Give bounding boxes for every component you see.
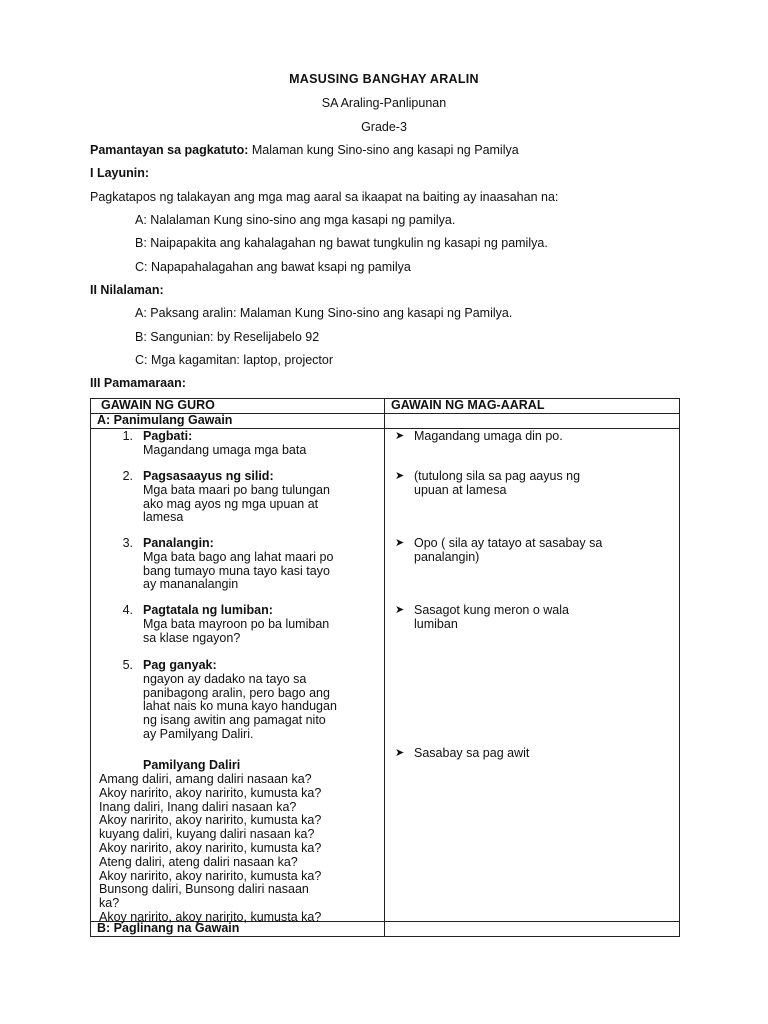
step-line: Mga bata mayroon po ba lumiban bbox=[143, 616, 330, 631]
step-line: Mga bata maari po bang tulungan bbox=[143, 482, 330, 497]
song-line: Akoy naririto, akoy naririto, kumusta ka? bbox=[99, 909, 322, 924]
step-number: 3. bbox=[122, 536, 133, 550]
teacher-activities bbox=[91, 429, 385, 922]
response-text bbox=[414, 470, 669, 498]
song-line: Amang daliri, amang daliri nasaan ka? bbox=[99, 772, 312, 786]
step-number: 1. bbox=[122, 429, 133, 443]
step-body bbox=[143, 604, 375, 645]
step-title: Pagtatala ng lumiban: bbox=[143, 603, 273, 617]
song-line: Ateng daliri, ateng daliri nasaan ka? bbox=[99, 854, 298, 869]
step-line: ay Pamilyang Daliri. bbox=[143, 726, 254, 741]
section-row bbox=[91, 414, 680, 429]
song-line: Akoy naririto, akoy naririto, kumusta ka? bbox=[99, 813, 322, 828]
objective-item: B: Naipapakita ang kahalagahan ng bawat tungkulin ng kasapi ng pamilya. bbox=[135, 236, 548, 250]
student-activities bbox=[385, 429, 680, 922]
document-title: MASUSING BANGHAY ARALIN bbox=[289, 72, 479, 86]
procedure-table bbox=[90, 398, 680, 937]
step-title: Panalangin: bbox=[143, 536, 214, 550]
empty-cell bbox=[385, 414, 680, 429]
step-line: Mga bata bago ang lahat maari po bbox=[143, 549, 334, 564]
step-number: 5. bbox=[122, 658, 133, 672]
objective-item: C: Napapahalagahan ang bawat ksapi ng pamilya bbox=[135, 260, 411, 274]
response-text bbox=[414, 604, 669, 632]
step-body bbox=[143, 470, 375, 525]
song-line: ka? bbox=[99, 896, 120, 911]
content-item: C: Mga kagamitan: laptop, projector bbox=[135, 353, 334, 367]
song-line: Akoy naririto, akoy naririto, kumusta ka? bbox=[99, 785, 322, 800]
step-title: Pagsasaayus ng silid: bbox=[143, 469, 274, 483]
song-title: Pamilyang Daliri bbox=[143, 758, 241, 772]
objective-item: A: Nalalaman Kung sino-sino ang mga kasapi ng pamilya. bbox=[135, 213, 456, 227]
step-body bbox=[143, 537, 375, 592]
step-line: ngayon ay dadako na tayo sa bbox=[143, 671, 307, 686]
response-line: (tutulong sila sa pag aayus ng bbox=[414, 469, 581, 483]
response-line: panalangin) bbox=[414, 549, 480, 564]
content-item: B: Sangunian: by Reselijabelo 92 bbox=[135, 330, 320, 344]
response-line: Magandang umaga din po. bbox=[414, 429, 563, 443]
empty-cell bbox=[385, 922, 680, 937]
section-b-label: B: Paglinang na Gawain bbox=[91, 922, 385, 937]
table-header-row bbox=[91, 399, 680, 414]
procedure-heading: III Pamamaraan: bbox=[90, 376, 186, 390]
subject-line: SA Araling-Panlipunan bbox=[321, 96, 447, 110]
step-line: ng isang awitin ang pamagat nito bbox=[143, 713, 326, 728]
response-line: upuan at lamesa bbox=[414, 482, 507, 497]
learning-standard-text: Malaman kung Sino-sino ang kasapi ng Pamilya bbox=[251, 143, 519, 157]
song-line: Inang daliri, Inang daliri nasaan ka? bbox=[99, 799, 297, 814]
learning-standard bbox=[90, 143, 519, 158]
arrow-bullet-icon: ➤ bbox=[395, 470, 405, 482]
arrow-bullet-icon: ➤ bbox=[395, 430, 405, 442]
student-column-header: GAWAIN NG MAG-AARAL bbox=[385, 399, 680, 414]
response-line: Sasagot kung meron o wala bbox=[414, 603, 569, 617]
step-line: lamesa bbox=[143, 510, 184, 525]
step-line: Magandang umaga mga bata bbox=[143, 442, 307, 457]
arrow-bullet-icon: ➤ bbox=[395, 537, 405, 549]
activities-row bbox=[91, 429, 680, 922]
step-line: sa klase ngayon? bbox=[143, 630, 241, 645]
content-heading: II Nilalaman: bbox=[90, 283, 164, 297]
song-lyrics bbox=[99, 773, 377, 925]
objectives-intro: Pagkatapos ng talakayan ang mga mag aaral sa ikaapat na baiting ay inaasahan na: bbox=[90, 190, 559, 204]
step-title: Pagbati: bbox=[143, 429, 193, 443]
objectives-heading: I Layunin: bbox=[90, 166, 150, 180]
arrow-bullet-icon: ➤ bbox=[395, 604, 405, 616]
step-body bbox=[143, 659, 375, 742]
step-number: 4. bbox=[122, 603, 133, 617]
step-line: bang tumayo muna tayo kasi tayo bbox=[143, 563, 330, 578]
content-item: A: Paksang aralin: Malaman Kung Sino-sino ang kasapi ng Pamilya. bbox=[135, 306, 513, 320]
teacher-column-header: GAWAIN NG GURO bbox=[91, 399, 385, 414]
step-line: lahat nais ko muna kayo handugan bbox=[143, 699, 337, 714]
response-line: Sasabay sa pag awit bbox=[414, 746, 530, 760]
section-a-label: A: Panimulang Gawain bbox=[91, 414, 385, 429]
step-line: panibagong aralin, pero bago ang bbox=[143, 685, 330, 700]
response-line: lumiban bbox=[414, 616, 458, 631]
song-line: Bunsong daliri, Bunsong daliri nasaan bbox=[99, 882, 309, 897]
grade-line: Grade-3 bbox=[361, 120, 407, 134]
step-line: ako mag ayos ng mga upuan at bbox=[143, 496, 319, 511]
song-line: Akoy naririto, akoy naririto, kumusta ka? bbox=[99, 840, 322, 855]
response-text bbox=[414, 537, 669, 565]
response-line: Opo ( sila ay tatayo at sasabay sa bbox=[414, 536, 603, 550]
step-body bbox=[143, 430, 375, 458]
step-number: 2. bbox=[122, 469, 133, 483]
arrow-bullet-icon: ➤ bbox=[395, 747, 405, 759]
step-title: Pag ganyak: bbox=[143, 658, 217, 672]
learning-standard-label: Pamantayan sa pagkatuto: bbox=[90, 143, 249, 157]
song-line: kuyang daliri, kuyang daliri nasaan ka? bbox=[99, 827, 315, 842]
step-line: ay mananalangin bbox=[143, 577, 239, 592]
song-line: Akoy naririto, akoy naririto, kumusta ka? bbox=[99, 868, 322, 883]
